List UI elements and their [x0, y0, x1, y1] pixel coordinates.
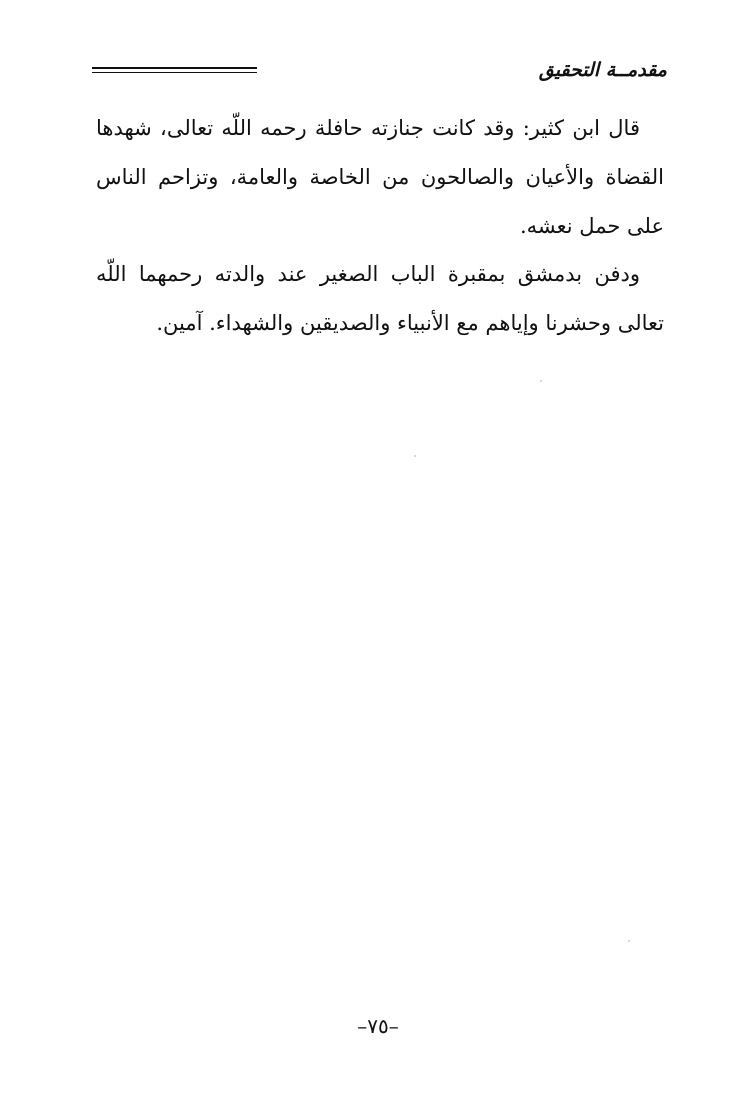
running-header — [92, 55, 667, 85]
header-double-rule — [92, 67, 257, 73]
scan-speck — [628, 940, 630, 942]
scan-speck — [540, 380, 542, 382]
scan-speck — [414, 455, 416, 457]
paragraph-2 — [96, 250, 664, 348]
paragraph-1-text: قال ابن كثير: وقد كانت جنازته حافلة رحمه اللّه تعالى، شهدها القضاة والأعيان والصالحون من الخاصة والعامة، وتزاحم الناس على حمل نعشه. — [96, 116, 664, 238]
paragraph-1 — [96, 104, 664, 251]
page-number: –٧٥– — [357, 1014, 399, 1038]
paragraph-2-text: ودفن بدمشق بمقبرة الباب الصغير عند والدته رحمهما اللّه تعالى وحشرنا وإياهم مع الأنبياء والصديقين والشهداء. آمين. — [96, 262, 664, 335]
header-title: مقدمــة التحقيق — [538, 59, 667, 81]
